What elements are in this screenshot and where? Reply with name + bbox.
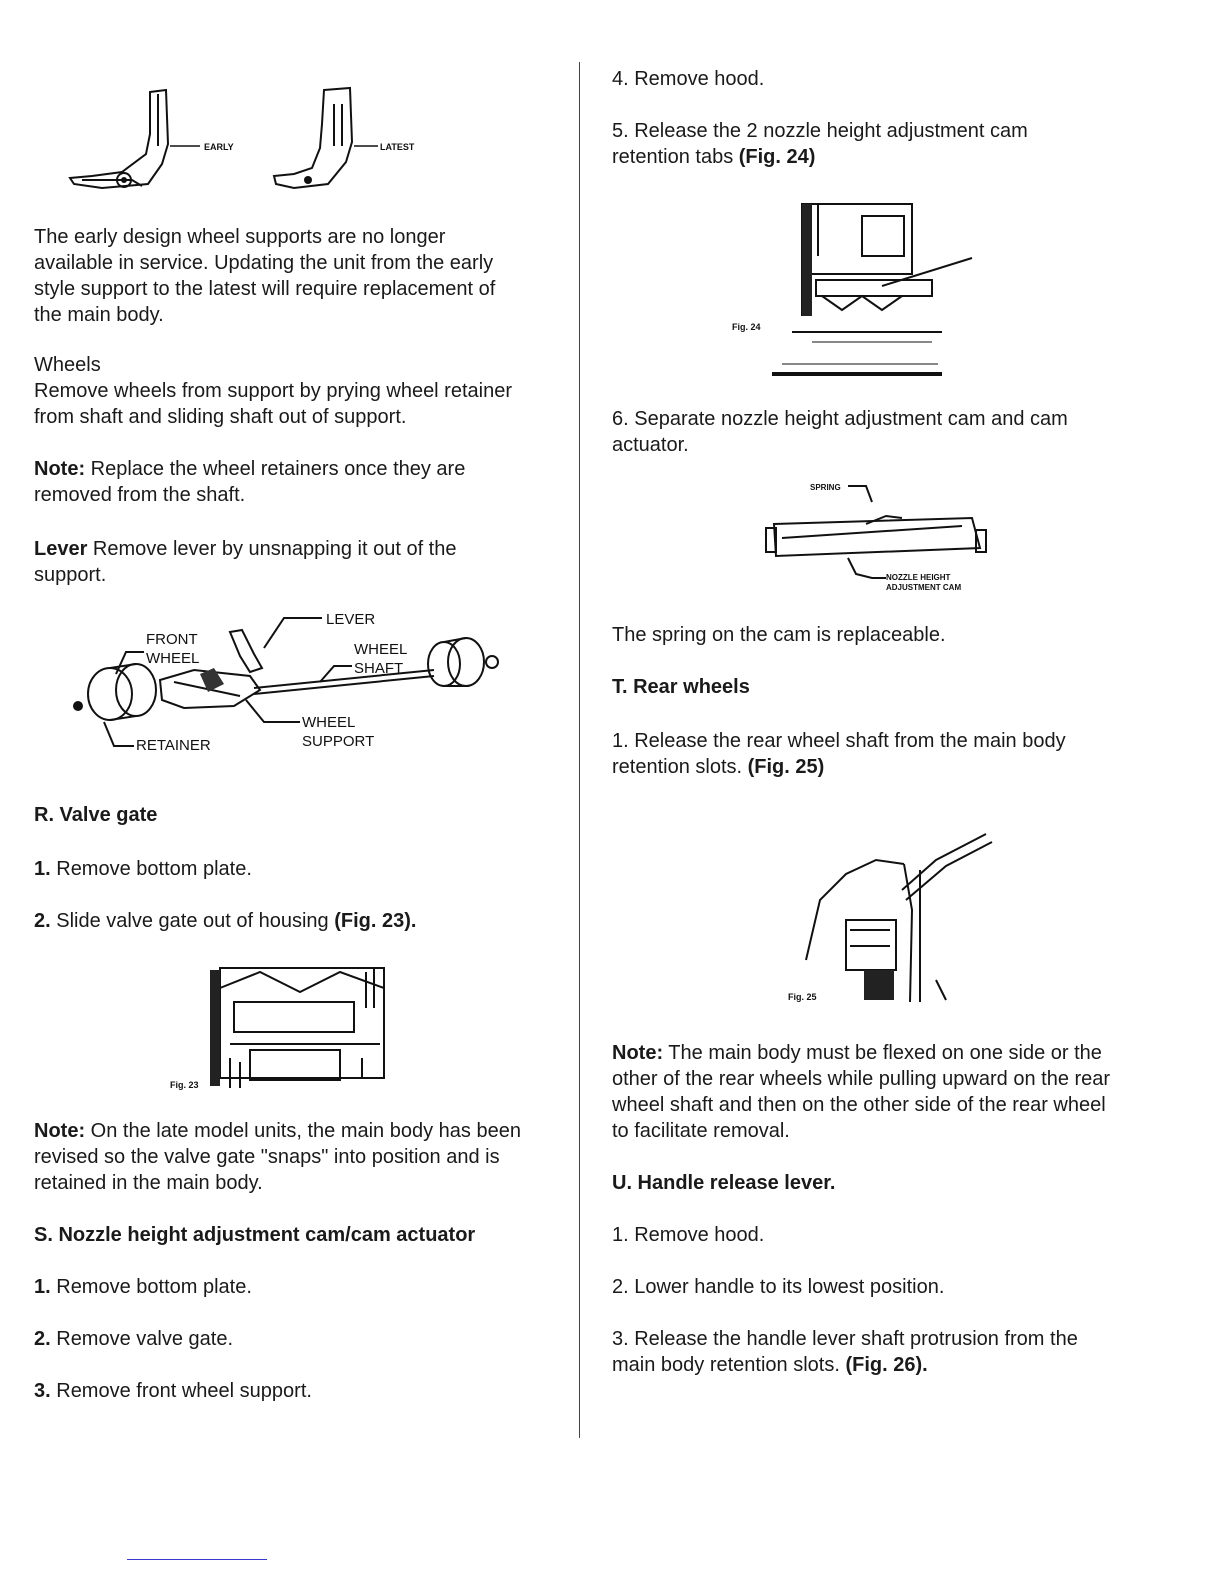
lever-text: Remove lever by unsnapping it out of the support.	[34, 538, 457, 586]
label-nozzle-2: ADJUSTMENT CAM	[886, 583, 962, 592]
step-text: Remove valve gate.	[50, 1328, 234, 1350]
s-step-3	[34, 1378, 312, 1404]
figure-wheel-supports	[62, 84, 415, 196]
label-nozzle-1: NOZZLE HEIGHT	[886, 573, 951, 582]
column-divider	[579, 62, 580, 1438]
step-text: 3. Release the handle lever shaft protrusion from the main body retention slots.	[612, 1328, 1078, 1376]
fig24-label: Fig. 24	[732, 322, 761, 332]
label-wheel-support-2: SUPPORT	[302, 733, 375, 750]
label-latest: LATEST	[380, 142, 415, 152]
label-wheel-shaft-2: SHAFT	[354, 660, 404, 677]
section-t-heading: T. Rear wheels	[612, 676, 750, 698]
figure-reference: (Fig. 25)	[747, 756, 825, 778]
para-early-design: The early design wheel supports are no longer available in service. Updating the unit from the early style support to the latest will require replacement of the main body.	[34, 226, 496, 326]
note-label: Note:	[34, 458, 86, 480]
step-number: 2.	[34, 910, 51, 932]
label-wheel-support-1: WHEEL	[302, 714, 356, 731]
fig25-label: Fig. 25	[788, 992, 817, 1002]
note-rear-wheels	[612, 1040, 1122, 1144]
label-retainer: RETAINER	[136, 737, 211, 754]
step-4: 4. Remove hood.	[612, 68, 765, 90]
figure-reference: (Fig. 23).	[334, 910, 417, 932]
wheels-heading: Wheels	[34, 354, 101, 376]
figure-cam	[762, 478, 1002, 598]
u-step-1: 1. Remove hood.	[612, 1224, 765, 1246]
note-label: Note:	[612, 1042, 664, 1064]
label-lever: LEVER	[326, 611, 376, 628]
note-text: The main body must be flexed on one side or the other of the rear wheels while pulling upward on the rear wheel shaft and then on the other side of the rear wheel to facilitate removal.	[612, 1042, 1111, 1142]
step-text: Remove bottom plate.	[50, 858, 252, 880]
section-r-heading: R. Valve gate	[34, 804, 158, 826]
section-s-heading: S. Nozzle height adjustment cam/cam actuator	[34, 1224, 476, 1246]
step-number: 2.	[34, 1328, 51, 1350]
step-text: 5. Release the 2 nozzle height adjustment cam retention tabs	[612, 120, 1028, 168]
label-wheel-shaft-1: WHEEL	[354, 641, 408, 658]
note-late-model	[34, 1118, 534, 1196]
wheels-text: Remove wheels from support by prying wheel retainer from shaft and sliding shaft out of support.	[34, 380, 512, 428]
figure-reference: (Fig. 24)	[738, 146, 816, 168]
u-step-3	[612, 1326, 1112, 1378]
note-text: On the late model units, the main body has been revised so the valve gate "snaps" into position and is retained in the main body.	[34, 1120, 521, 1194]
t-step-1	[612, 728, 1092, 780]
lever-para	[34, 536, 524, 588]
note-label: Note:	[34, 1120, 86, 1142]
label-front-wheel: WHEEL	[146, 650, 200, 667]
note-retainers	[34, 456, 529, 508]
label-spring: SPRING	[810, 483, 841, 492]
s-step-1	[34, 1274, 252, 1300]
step-number: 1.	[34, 858, 51, 880]
figure-24	[732, 196, 952, 382]
figure-23	[170, 958, 410, 1092]
label-front: FRONT	[146, 631, 198, 648]
figure-reference: (Fig. 26).	[845, 1354, 928, 1376]
step-text: Remove front wheel support.	[50, 1380, 312, 1402]
step-text: Slide valve gate out of housing	[50, 910, 335, 932]
figure-wheel-assembly	[64, 604, 504, 754]
section-u-heading: U. Handle release lever.	[612, 1172, 836, 1194]
fig23-label: Fig. 23	[170, 1080, 199, 1090]
step-text: 1. Release the rear wheel shaft from the main body retention slots.	[612, 730, 1066, 778]
u-step-2: 2. Lower handle to its lowest position.	[612, 1276, 945, 1298]
footer-rule	[127, 1559, 267, 1560]
note-text: Replace the wheel retainers once they are removed from the shaft.	[34, 458, 466, 506]
spring-text: The spring on the cam is replaceable.	[612, 624, 946, 646]
step-number: 3.	[34, 1380, 51, 1402]
step-text: Remove bottom plate.	[50, 1276, 252, 1298]
step-6: 6. Separate nozzle height adjustment cam and cam actuator.	[612, 408, 1068, 456]
step-number: 1.	[34, 1276, 51, 1298]
label-early: EARLY	[204, 142, 234, 152]
r-step-2	[34, 908, 416, 934]
step-5	[612, 118, 1092, 170]
figure-25	[786, 830, 1006, 1008]
lever-label: Lever	[34, 538, 88, 560]
s-step-2	[34, 1326, 233, 1352]
r-step-1	[34, 856, 252, 882]
